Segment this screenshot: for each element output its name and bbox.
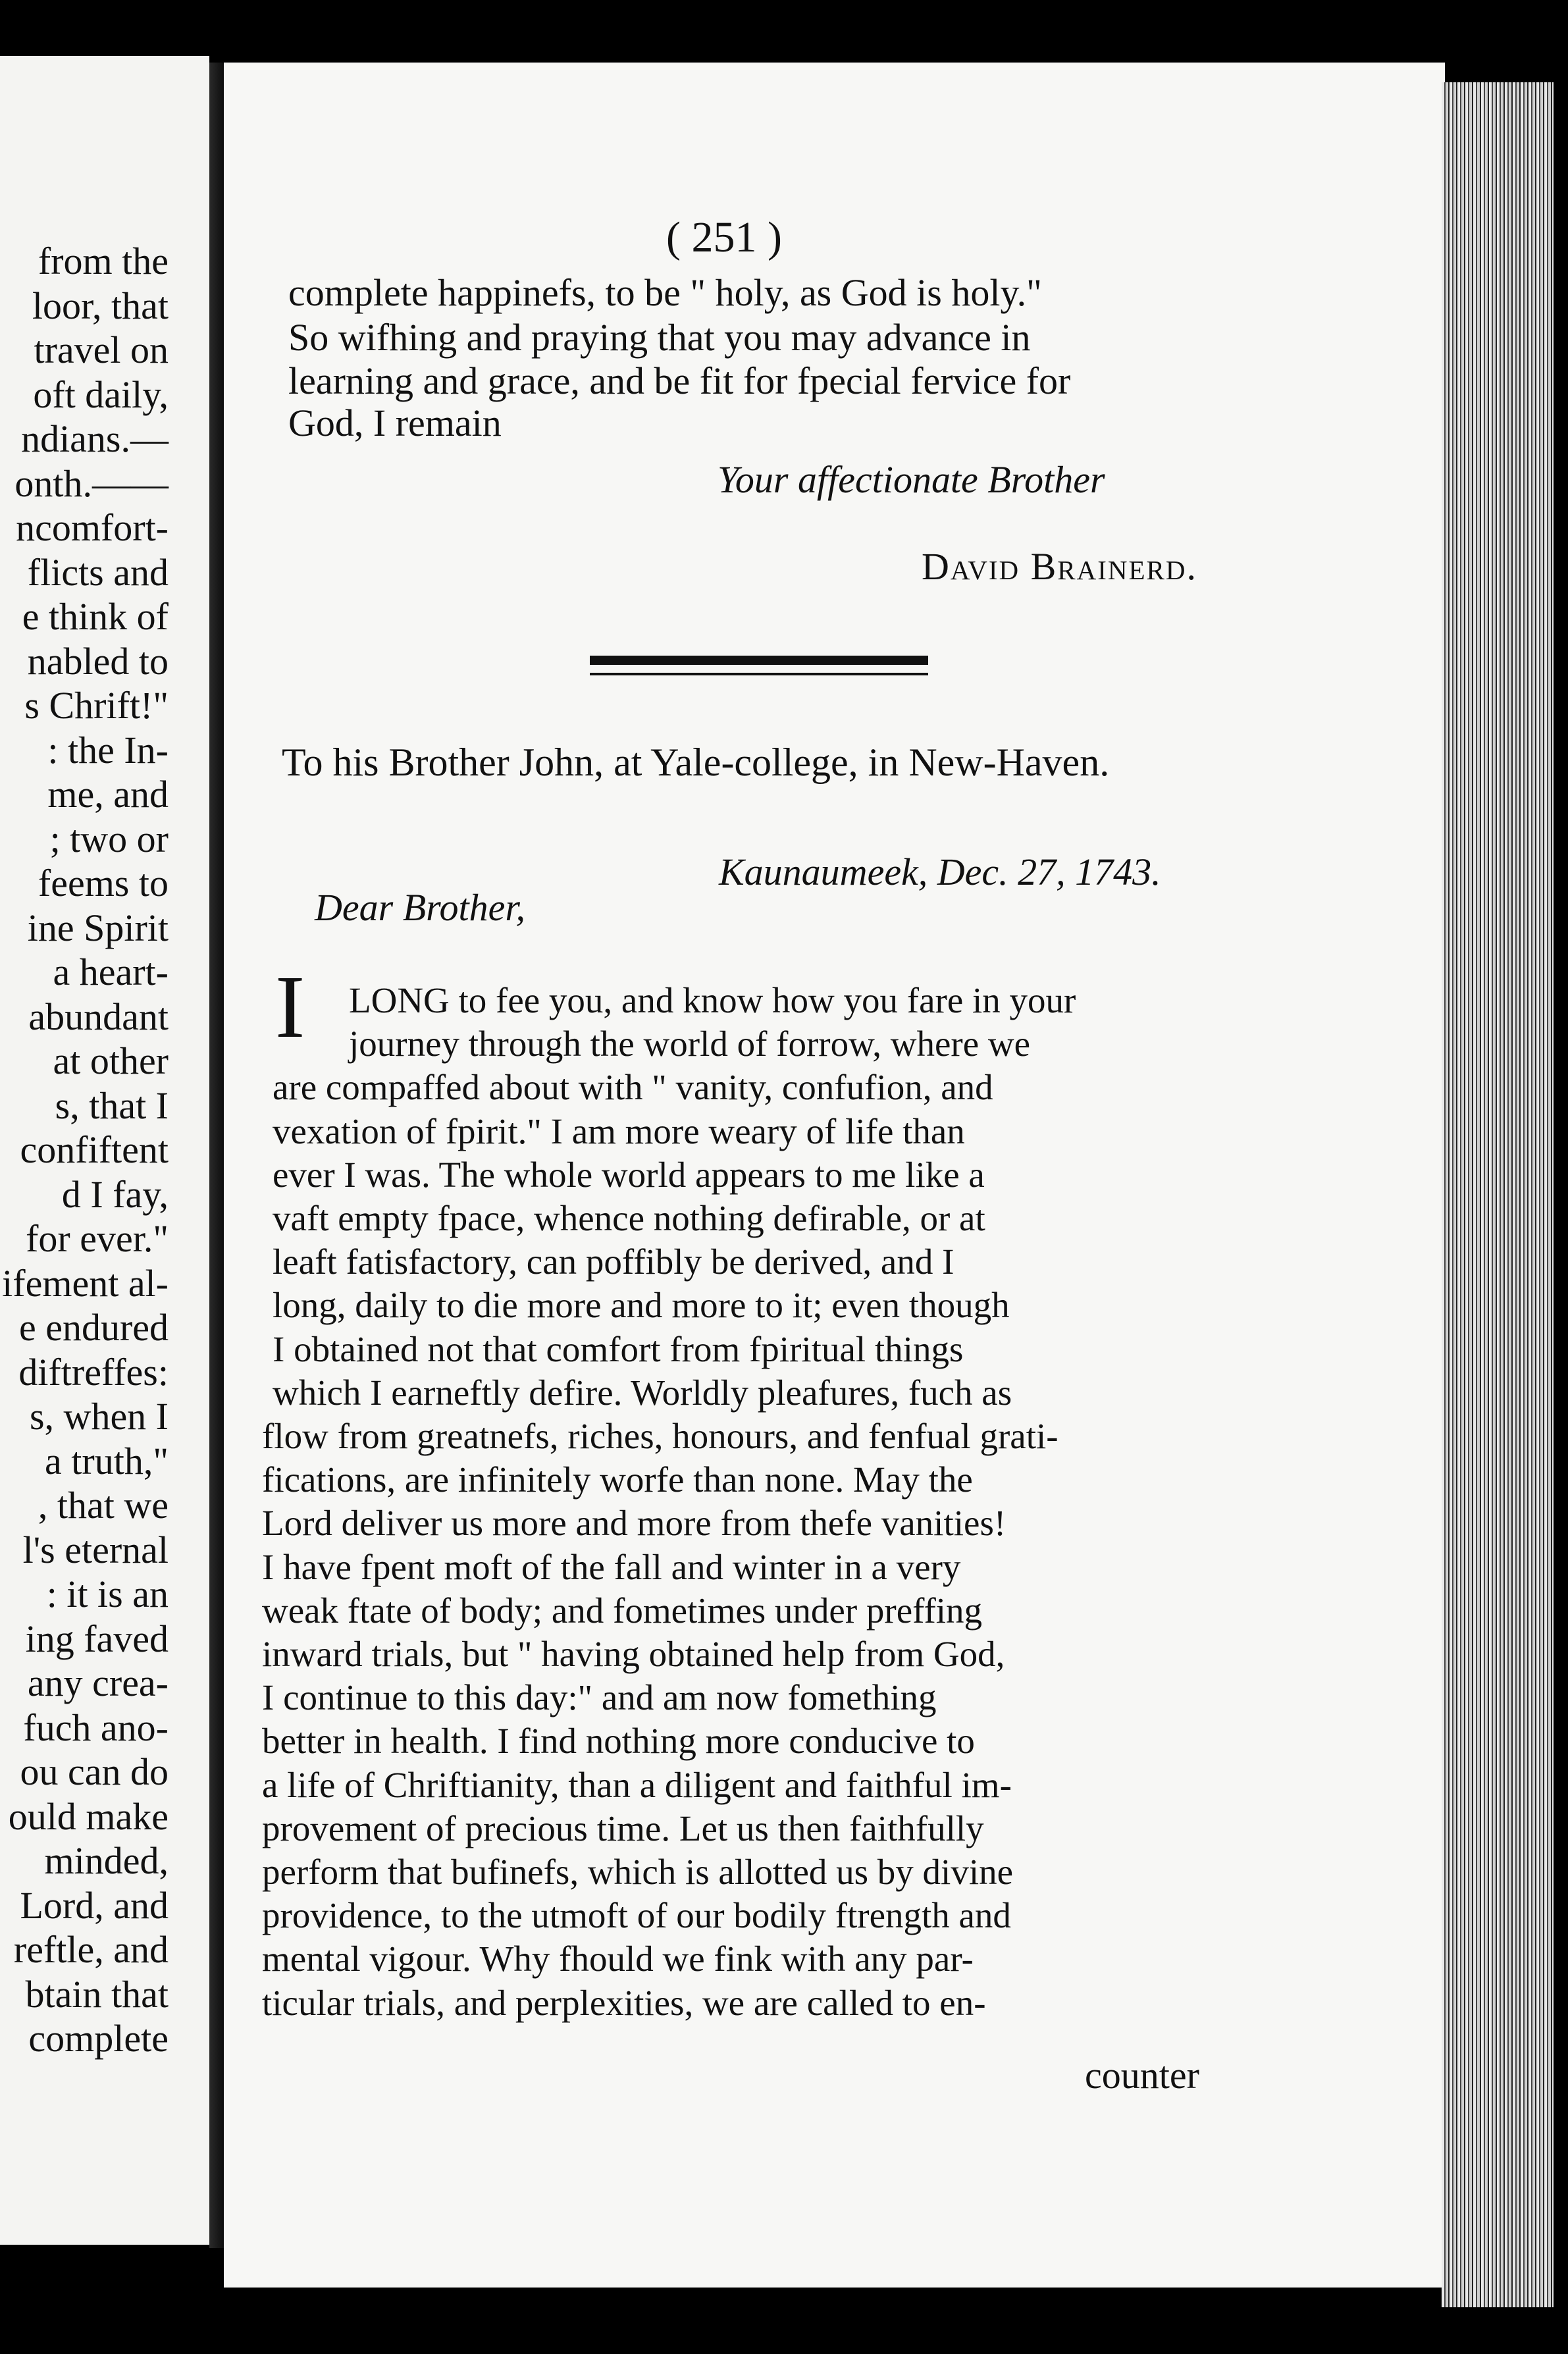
- salutation: Dear Brother,: [315, 886, 526, 929]
- left-page-line: s, when I: [29, 1395, 169, 1438]
- drop-cap: I: [275, 958, 305, 1057]
- catchword: counter: [1085, 2054, 1199, 2097]
- opening-line: So wifhing and praying that you may advance in: [288, 316, 1031, 359]
- opening-line: God, I remain: [288, 402, 502, 444]
- opening-line: learning and grace, and be fit for fpecial fervice for: [288, 359, 1071, 402]
- left-page-line: ing faved: [25, 1617, 169, 1660]
- letter-heading: To his Brother John, at Yale-college, in New-Haven.: [282, 741, 1110, 784]
- body-line: vexation of fpirit." I am more weary of life than: [273, 1111, 965, 1151]
- body-line: flow from greatnefs, riches, honours, and fenfual grati-: [262, 1416, 1058, 1456]
- left-page-line: s, that I: [55, 1084, 169, 1127]
- left-page-line: l's eternal: [22, 1528, 169, 1571]
- left-page-line: : it is an: [46, 1573, 169, 1615]
- body-line: are compaffed about with " vanity, confufion, and: [273, 1067, 993, 1108]
- body-line: journey through the world of forrow, where we: [349, 1024, 1031, 1064]
- closing-line: Your affectionate Brother: [718, 458, 1105, 501]
- body-line: Lord deliver us more and more from thefe vanities!: [262, 1503, 1006, 1544]
- left-page-line: loor, that: [32, 284, 169, 327]
- body-line: ever I was. The whole world appears to me like a: [273, 1154, 985, 1195]
- left-page-line: ncomfort-: [16, 506, 169, 549]
- left-page-fragment: [0, 56, 209, 2245]
- body-line: better in health. I find nothing more conducive to: [262, 1721, 975, 1762]
- left-page-line: onth.——: [14, 461, 169, 505]
- section-rule-thick: [590, 656, 928, 665]
- body-line: which I earneftly defire. Worldly pleafures, fuch as: [273, 1372, 1012, 1413]
- left-page-line: Lord, and: [20, 1883, 169, 1927]
- left-page-line: oft daily,: [33, 373, 169, 416]
- body-line: ticular trials, and perplexities, we are called to en-: [262, 1982, 986, 2023]
- left-page-line: any crea-: [27, 1661, 169, 1704]
- left-page-line: ; two or: [49, 817, 169, 860]
- body-line: LONG to fee you, and know how you fare in your: [349, 980, 1076, 1020]
- left-page-line: s Chrift!": [24, 684, 169, 727]
- left-page-line: complete: [28, 2017, 169, 2060]
- left-page-line: btain that: [25, 1972, 169, 2016]
- body-line: fications, are infinitely worfe than none. May the: [262, 1459, 973, 1500]
- left-page-line: travel on: [34, 328, 169, 371]
- left-page-line: feems to: [38, 862, 169, 904]
- left-page-line: ine Spirit: [27, 906, 169, 949]
- page-number: ( 251 ): [666, 213, 782, 261]
- left-page-line: fuch ano-: [23, 1706, 169, 1749]
- left-page-line: nabled to: [27, 639, 169, 683]
- page-edges: [1442, 82, 1554, 2307]
- left-page-line: for ever.": [26, 1217, 169, 1260]
- body-line: weak ftate of body; and fometimes under preffing: [262, 1590, 983, 1631]
- left-page-line: confiftent: [20, 1128, 169, 1171]
- body-line: leaft fatisfactory, can poffibly be derived, and I: [273, 1242, 954, 1282]
- body-line: I obtained not that comfort from fpiritual things: [273, 1328, 964, 1369]
- left-page-line: ndians.—: [21, 417, 169, 460]
- left-page-line: ifement al-: [2, 1261, 169, 1305]
- body-line: long, daily to die more and more to it; even though: [273, 1285, 1010, 1326]
- body-line: provement of precious time. Let us then faithfully: [262, 1808, 984, 1848]
- body-line: a life of Chriftianity, than a diligent and faithful im-: [262, 1764, 1012, 1805]
- left-page-line: minded,: [44, 1839, 169, 1882]
- left-page-line: e think of: [22, 595, 169, 638]
- left-page-line: from the: [38, 240, 169, 282]
- left-page-line: d I fay,: [61, 1172, 169, 1216]
- left-page-line: ould make: [8, 1794, 169, 1838]
- section-rule-thin: [590, 673, 928, 675]
- left-page-line: at other: [53, 1039, 169, 1082]
- body-line: vaft empty fpace, whence nothing defirable, or at: [273, 1198, 985, 1238]
- book-gutter: [209, 63, 224, 2248]
- left-page-line: a truth,": [45, 1439, 169, 1482]
- body-line: perform that bufinefs, which is allotted us by divine: [262, 1852, 1014, 1892]
- left-page-line: flicts and: [27, 550, 169, 594]
- body-line: I continue to this day:" and am now fomething: [262, 1677, 937, 1718]
- left-page-line: : the In-: [47, 728, 169, 772]
- dateline: Kaunaumeek, Dec. 27, 1743.: [719, 850, 1161, 893]
- left-page-line: reftle, and: [13, 1928, 169, 1971]
- left-page-line: e endured: [18, 1306, 169, 1349]
- left-page-line: a heart-: [53, 951, 169, 993]
- left-page-line: diftreffes:: [18, 1350, 169, 1394]
- left-page-line: , that we: [38, 1484, 169, 1527]
- body-line: I have fpent moft of the fall and winter in a very: [262, 1546, 961, 1587]
- body-line: inward trials, but " having obtained help from God,: [262, 1634, 1005, 1674]
- body-line: mental vigour. Why fhould we fink with any par-: [262, 1939, 974, 1979]
- left-page-line: me, and: [47, 773, 169, 816]
- left-page-line: ou can do: [20, 1750, 169, 1793]
- opening-line: complete happinefs, to be " holy, as God is holy.": [288, 271, 1042, 314]
- body-line: providence, to the utmoft of our bodily ftrength and: [262, 1895, 1011, 1936]
- signature: David Brainerd.: [922, 545, 1197, 588]
- left-page-line: abundant: [28, 995, 169, 1038]
